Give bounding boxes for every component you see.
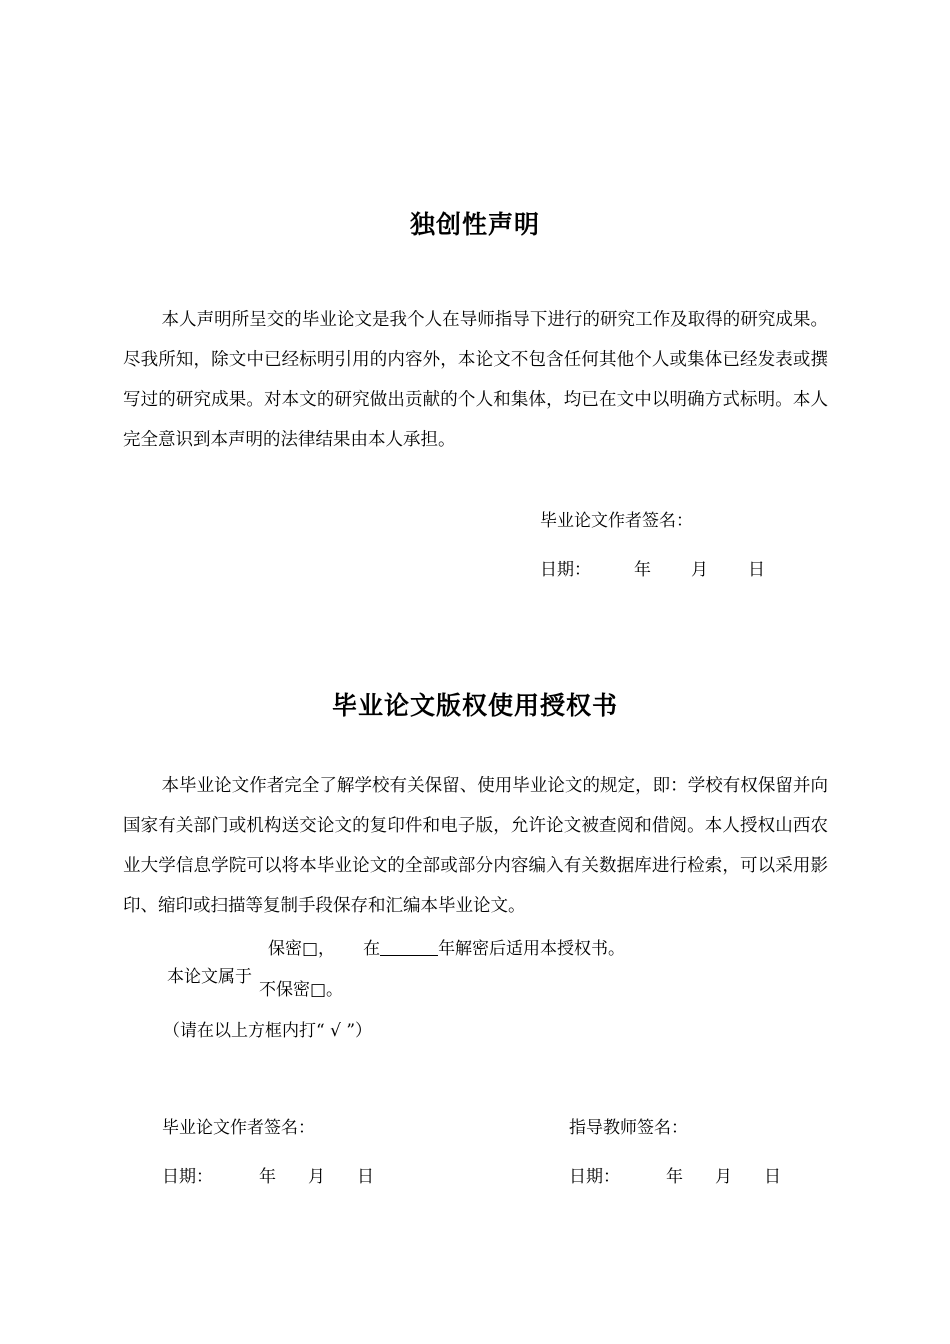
day-label: 日 xyxy=(748,560,765,580)
confidential-line xyxy=(268,934,625,959)
authorization-body: 本毕业论文作者完全了解学校有关保留、使用毕业论文的规定，即：学校有权保留并向国家有关部门或机构送交论文的复印件和电子版，允许论文被查阅和借阅。本人授权山西农业大学信息学院可以将本毕业论文的全部或部分内容编入有关数据库进行检索，可以采用影印、缩印或扫描等复制手段保存和汇编本毕业论文。 xyxy=(123,776,828,916)
year-label: 年 xyxy=(259,1167,276,1187)
year-blank xyxy=(380,939,438,956)
declaration-date-line xyxy=(540,555,765,580)
not-confidential-option: 不保密□。 xyxy=(259,980,344,1000)
declaration-body: 本人声明所呈交的毕业论文是我个人在导师指导下进行的研究工作及取得的研究成果。尽我所知，除文中已经标明引用的内容外，本论文不包含任何其他个人或集体已经发表或撰写过的研究成果。对本文的研究做出贡献的个人和集体，均已在文中以明确方式标明。本人完全意识到本声明的法律结果由本人承担。 xyxy=(123,310,828,450)
declaration-title: 独创性声明 xyxy=(409,210,540,239)
belongs-label: 本论文属于 xyxy=(167,967,252,987)
advisor-signature-label: 指导教师签名： xyxy=(569,1118,688,1138)
month-label: 月 xyxy=(691,560,708,580)
declaration-signature-label: 毕业论文作者签名： xyxy=(540,511,693,531)
confidential-option: 保密□， xyxy=(268,939,336,959)
advisor-date-line xyxy=(569,1162,781,1187)
date-label: 日期： xyxy=(540,560,591,580)
author-date-line xyxy=(162,1162,374,1187)
author-signature-label: 毕业论文作者签名： xyxy=(162,1118,315,1138)
checkbox-instruction: （请在以上方框内打“ √ ”） xyxy=(163,1021,373,1041)
month-label: 月 xyxy=(308,1167,325,1187)
month-label: 月 xyxy=(715,1167,732,1187)
date-label: 日期： xyxy=(162,1167,213,1187)
authorization-title: 毕业论文版权使用授权书 xyxy=(331,691,618,720)
year-label: 年 xyxy=(666,1167,683,1187)
date-label: 日期： xyxy=(569,1167,620,1187)
day-label: 日 xyxy=(357,1167,374,1187)
at-label: 在 xyxy=(363,939,381,959)
unlock-text: 年解密后适用本授权书。 xyxy=(438,939,626,959)
day-label: 日 xyxy=(764,1167,781,1187)
year-label: 年 xyxy=(634,560,651,580)
